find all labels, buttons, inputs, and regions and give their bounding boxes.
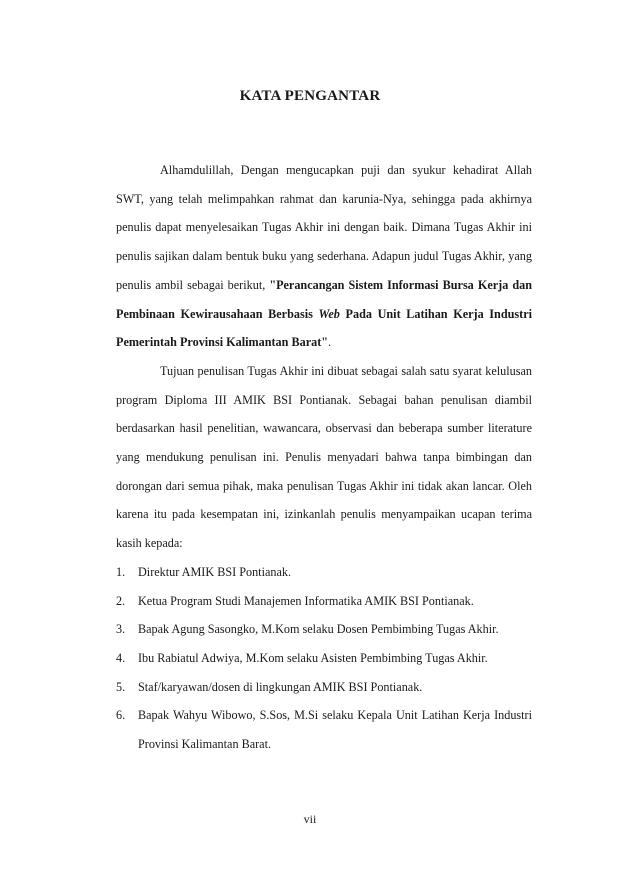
list-item-text: Direktur AMIK BSI Pontianak. <box>138 564 292 579</box>
list-item <box>116 701 532 758</box>
thesis-title-part2: Pada Unit Latihan Kerja Industri Pemerintah Provinsi Kalimantan Barat" <box>116 306 532 350</box>
thesis-title-part1: "Perancangan Sistem Informasi Bursa Kerja dan Pembinaan Kewirausahaan Berbasis <box>116 277 532 321</box>
list-item-number: 4. <box>116 650 126 665</box>
paragraph-purpose: Tujuan penulisan Tugas Akhir ini dibuat sebagai salah satu syarat kelulusan program Diploma III AMIK BSI Pontianak. Sebagai bahan penulisan diambil berdasarkan hasil penelitian, wawancara, observasi dan beberapa sumber literature yang mendukung penulisan ini. Penulis menyadari bahwa tanpa bimbingan dan dorongan dari semua pihak, maka penulisan Tugas Akhir ini tidak akan lancar. Oleh karena itu pada kesempatan ini, izinkanlah penulis menyampaikan ucapan terima kasih kepada: <box>116 363 532 551</box>
list-item-text: Bapak Agung Sasongko, M.Kom selaku Dosen Pembimbing Tugas Akhir. <box>138 622 499 637</box>
paragraph-intro-end: . <box>328 335 332 350</box>
list-item-number: 6. <box>116 708 126 723</box>
list-item-text: Staf/karyawan/dosen di lingkungan AMIK BSI Pontianak. <box>138 679 423 694</box>
list-item-text: Ketua Program Studi Manajemen Informatika AMIK BSI Pontianak. <box>138 593 474 608</box>
list-item-text: Ibu Rabiatul Adwiya, M.Kom selaku Asisten Pembimbing Tugas Akhir. <box>138 650 488 665</box>
list-item-number: 5. <box>116 679 126 694</box>
paragraph-intro-text: Alhamdulillah, Dengan mengucapkan puji dan syukur kehadirat Allah SWT, yang telah melimpahkan rahmat dan karunia-Nya, sehingga pada akhirnya penulis dapat menyelesaikan Tugas Akhir ini dengan baik. Dimana Tugas Akhir ini penulis sajikan dalam bentuk buku yang sederhana. Adapun judul Tugas Akhir, yang penulis ambil sebagai berikut, <box>116 163 532 292</box>
list-item-number: 2. <box>116 593 126 608</box>
list-item-number: 3. <box>116 622 126 637</box>
page-title: KATA PENGANTAR <box>239 88 381 104</box>
list-item <box>116 615 532 644</box>
list-item-number: 1. <box>116 564 126 579</box>
list-item <box>116 673 532 702</box>
list-item <box>116 644 532 673</box>
paragraph-intro <box>116 156 532 357</box>
list-item <box>116 558 532 587</box>
list-item <box>116 587 532 616</box>
page-number: vii <box>303 812 317 826</box>
body-text <box>116 156 532 759</box>
acknowledgement-list <box>116 558 532 759</box>
list-item-text: Bapak Wahyu Wibowo, S.Sos, M.Si selaku Kepala Unit Latihan Kerja Industri Provinsi Kalimantan Barat. <box>138 708 532 752</box>
thesis-title-web: Web <box>318 306 340 321</box>
